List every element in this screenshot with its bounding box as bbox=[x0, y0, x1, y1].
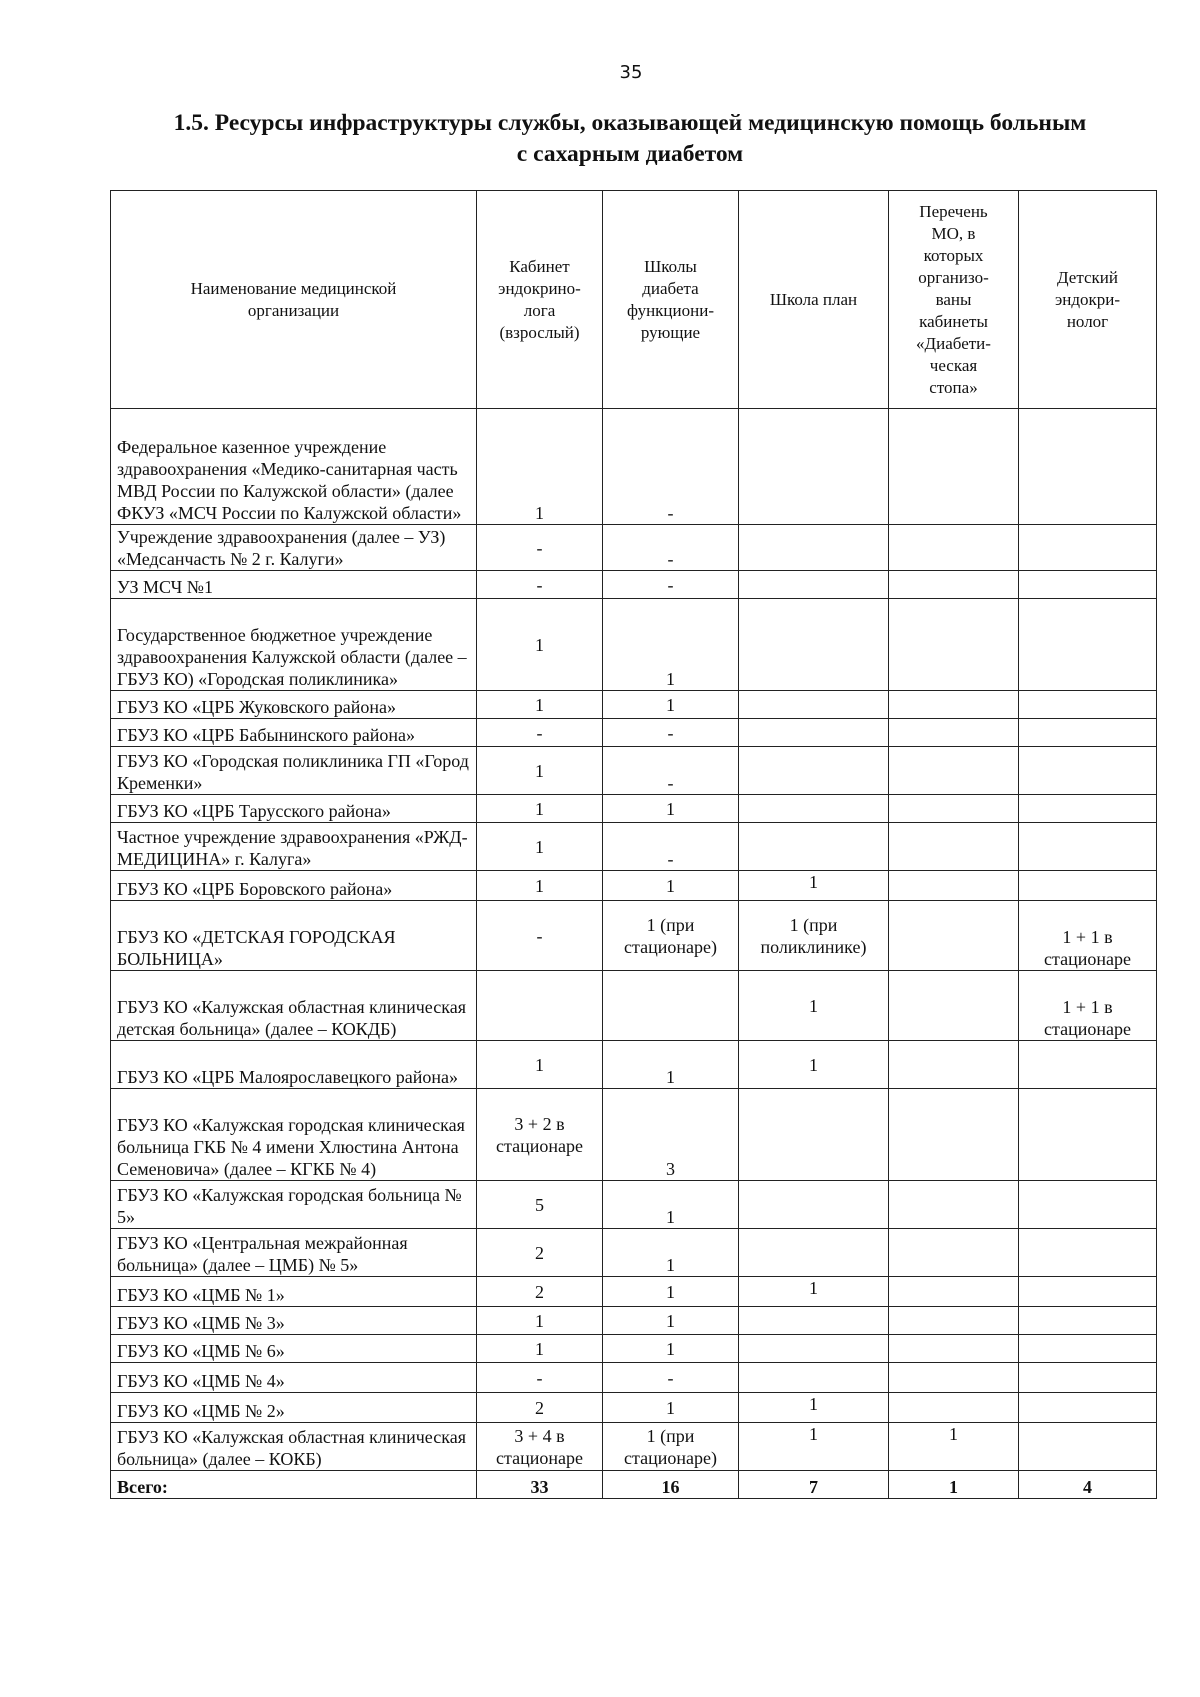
child-count bbox=[1019, 747, 1157, 795]
schools-count: - bbox=[603, 747, 739, 795]
table-row bbox=[111, 525, 1157, 571]
child-count: 1 + 1 в стационаре bbox=[1019, 971, 1157, 1041]
foot-count bbox=[889, 1277, 1019, 1307]
child-count bbox=[1019, 1393, 1157, 1423]
child-count bbox=[1019, 1307, 1157, 1335]
table-row bbox=[111, 1423, 1157, 1471]
cabinet-count: 1 bbox=[477, 1307, 603, 1335]
table-row bbox=[111, 691, 1157, 719]
table-row bbox=[111, 599, 1157, 691]
org-name: ГБУЗ КО «ЦМБ № 1» bbox=[111, 1277, 477, 1307]
title-line-1: 1.5. Ресурсы инфраструктуры службы, оказывающей медицинскую помощь больным bbox=[173, 110, 1087, 136]
foot-count bbox=[889, 1229, 1019, 1277]
table-row bbox=[111, 1393, 1157, 1423]
schools-count: 1 bbox=[603, 1229, 739, 1277]
table-row bbox=[111, 747, 1157, 795]
child-count bbox=[1019, 525, 1157, 571]
plan-count bbox=[739, 1363, 889, 1393]
cabinet-count bbox=[477, 971, 603, 1041]
header-row bbox=[111, 191, 1157, 409]
cabinet-count: - bbox=[477, 1363, 603, 1393]
org-name: ГБУЗ КО «Калужская областная клиническая детская больница» (далее – КОКДБ) bbox=[111, 971, 477, 1041]
schools-count: 1 bbox=[603, 1307, 739, 1335]
schools-count: - bbox=[603, 525, 739, 571]
child-count bbox=[1019, 795, 1157, 823]
schools-count: - bbox=[603, 571, 739, 599]
table-row bbox=[111, 1181, 1157, 1229]
plan-count bbox=[739, 525, 889, 571]
plan-count bbox=[739, 1089, 889, 1181]
header-cabinet: Кабинет эндокрино-лога (взрослый) bbox=[477, 191, 603, 409]
total-child: 4 bbox=[1019, 1471, 1157, 1499]
org-name: ГБУЗ КО «ЦМБ № 3» bbox=[111, 1307, 477, 1335]
page-title bbox=[110, 108, 1150, 170]
child-count bbox=[1019, 719, 1157, 747]
total-schools: 16 bbox=[603, 1471, 739, 1499]
child-count bbox=[1019, 871, 1157, 901]
cabinet-count: 1 bbox=[477, 409, 603, 525]
schools-count: 3 bbox=[603, 1089, 739, 1181]
cabinet-count: - bbox=[477, 571, 603, 599]
foot-count bbox=[889, 571, 1019, 599]
child-count bbox=[1019, 1041, 1157, 1089]
total-plan: 7 bbox=[739, 1471, 889, 1499]
plan-count bbox=[739, 719, 889, 747]
header-diabetic-foot: Перечень МО, в которых организо-ваны кабинеты «Диабети-ческая стопа» bbox=[889, 191, 1019, 409]
header-school-plan: Школа план bbox=[739, 191, 889, 409]
child-count bbox=[1019, 1277, 1157, 1307]
schools-count: - bbox=[603, 719, 739, 747]
foot-count bbox=[889, 1089, 1019, 1181]
cabinet-count: 3 + 4 в стационаре bbox=[477, 1423, 603, 1471]
foot-count bbox=[889, 691, 1019, 719]
cabinet-count: 1 bbox=[477, 599, 603, 691]
child-count bbox=[1019, 571, 1157, 599]
plan-count: 1 (при поликлинике) bbox=[739, 901, 889, 971]
plan-count bbox=[739, 1229, 889, 1277]
org-name: Государственное бюджетное учреждение здравоохранения Калужской области (далее – ГБУЗ КО) «Городская поликлиника» bbox=[111, 599, 477, 691]
schools-count: 1 bbox=[603, 795, 739, 823]
org-name: ГБУЗ КО «ЦРБ Тарусского района» bbox=[111, 795, 477, 823]
org-name: ГБУЗ КО «ЦМБ № 4» bbox=[111, 1363, 477, 1393]
org-name: ГБУЗ КО «Калужская городская больница № 5» bbox=[111, 1181, 477, 1229]
plan-count: 1 bbox=[739, 1393, 889, 1423]
title-line-2: с сахарным диабетом bbox=[516, 141, 744, 167]
foot-count bbox=[889, 1363, 1019, 1393]
schools-count: 1 bbox=[603, 1393, 739, 1423]
cabinet-count: - bbox=[477, 525, 603, 571]
schools-count: - bbox=[603, 409, 739, 525]
child-count bbox=[1019, 1181, 1157, 1229]
schools-count bbox=[603, 971, 739, 1041]
org-name: ГБУЗ КО «Городская поликлиника ГП «Город Кременки» bbox=[111, 747, 477, 795]
total-row bbox=[111, 1471, 1157, 1499]
table-row bbox=[111, 971, 1157, 1041]
table-row bbox=[111, 823, 1157, 871]
cabinet-count: 2 bbox=[477, 1229, 603, 1277]
foot-count bbox=[889, 1181, 1019, 1229]
table-row bbox=[111, 1229, 1157, 1277]
child-count bbox=[1019, 1229, 1157, 1277]
total-foot: 1 bbox=[889, 1471, 1019, 1499]
child-count bbox=[1019, 1089, 1157, 1181]
foot-count bbox=[889, 871, 1019, 901]
plan-count bbox=[739, 691, 889, 719]
plan-count bbox=[739, 1335, 889, 1363]
schools-count: 1 bbox=[603, 599, 739, 691]
schools-count: 1 bbox=[603, 691, 739, 719]
child-count bbox=[1019, 409, 1157, 525]
resources-table bbox=[110, 190, 1157, 1499]
table-row bbox=[111, 795, 1157, 823]
schools-count: 1 bbox=[603, 1181, 739, 1229]
schools-count: - bbox=[603, 1363, 739, 1393]
foot-count bbox=[889, 1041, 1019, 1089]
cabinet-count: 1 bbox=[477, 1041, 603, 1089]
plan-count bbox=[739, 823, 889, 871]
table-row bbox=[111, 1089, 1157, 1181]
table-row bbox=[111, 1041, 1157, 1089]
org-name: ГБУЗ КО «ЦРБ Боровского района» bbox=[111, 871, 477, 901]
cabinet-count: 5 bbox=[477, 1181, 603, 1229]
org-name: Учреждение здравоохранения (далее – УЗ) «Медсанчасть № 2 г. Калуги» bbox=[111, 525, 477, 571]
table-row bbox=[111, 571, 1157, 599]
child-count bbox=[1019, 823, 1157, 871]
plan-count: 1 bbox=[739, 971, 889, 1041]
org-name: УЗ МСЧ №1 bbox=[111, 571, 477, 599]
cabinet-count: 2 bbox=[477, 1393, 603, 1423]
cabinet-count: 1 bbox=[477, 691, 603, 719]
plan-count bbox=[739, 599, 889, 691]
org-name: Частное учреждение здравоохранения «РЖД-МЕДИЦИНА» г. Калуга» bbox=[111, 823, 477, 871]
table-row bbox=[111, 1277, 1157, 1307]
schools-count: 1 bbox=[603, 1335, 739, 1363]
table-row bbox=[111, 1307, 1157, 1335]
cabinet-count: 1 bbox=[477, 823, 603, 871]
foot-count bbox=[889, 1393, 1019, 1423]
org-name: ГБУЗ КО «Калужская областная клиническая больница» (далее – КОКБ) bbox=[111, 1423, 477, 1471]
table-row bbox=[111, 1335, 1157, 1363]
page-number: 35 bbox=[619, 62, 643, 83]
schools-count: 1 (при стационаре) bbox=[603, 901, 739, 971]
foot-count bbox=[889, 823, 1019, 871]
foot-count bbox=[889, 971, 1019, 1041]
plan-count bbox=[739, 409, 889, 525]
child-count bbox=[1019, 1423, 1157, 1471]
header-organization: Наименование медицинской организации bbox=[111, 191, 477, 409]
table-row bbox=[111, 871, 1157, 901]
table-row bbox=[111, 719, 1157, 747]
table-row bbox=[111, 409, 1157, 525]
child-count bbox=[1019, 599, 1157, 691]
org-name: ГБУЗ КО «ЦРБ Бабынинского района» bbox=[111, 719, 477, 747]
foot-count bbox=[889, 901, 1019, 971]
org-name: ГБУЗ КО «Калужская городская клиническая больница ГКБ № 4 имени Хлюстина Антона Семеновича» (далее – КГКБ № 4) bbox=[111, 1089, 477, 1181]
foot-count bbox=[889, 1335, 1019, 1363]
cabinet-count: 1 bbox=[477, 1335, 603, 1363]
table-row bbox=[111, 901, 1157, 971]
table-row bbox=[111, 1363, 1157, 1393]
org-name: ГБУЗ КО «ЦМБ № 2» bbox=[111, 1393, 477, 1423]
plan-count: 1 bbox=[739, 1423, 889, 1471]
org-name: ГБУЗ КО «Центральная межрайонная больница» (далее – ЦМБ) № 5» bbox=[111, 1229, 477, 1277]
foot-count bbox=[889, 525, 1019, 571]
plan-count: 1 bbox=[739, 871, 889, 901]
plan-count bbox=[739, 1307, 889, 1335]
cabinet-count: - bbox=[477, 901, 603, 971]
foot-count bbox=[889, 719, 1019, 747]
cabinet-count: 2 bbox=[477, 1277, 603, 1307]
schools-count: 1 bbox=[603, 871, 739, 901]
org-name: Федеральное казенное учреждение здравоохранения «Медико-санитарная часть МВД России по Калужской области» (далее ФКУЗ «МСЧ России по Калужской области» bbox=[111, 409, 477, 525]
cabinet-count: 3 + 2 в стационаре bbox=[477, 1089, 603, 1181]
header-schools: Школы диабета функциони-рующие bbox=[603, 191, 739, 409]
plan-count: 1 bbox=[739, 1041, 889, 1089]
foot-count: 1 bbox=[889, 1423, 1019, 1471]
cabinet-count: 1 bbox=[477, 747, 603, 795]
plan-count bbox=[739, 571, 889, 599]
total-label: Всего: bbox=[111, 1471, 477, 1499]
total-cabinet: 33 bbox=[477, 1471, 603, 1499]
org-name: ГБУЗ КО «ЦМБ № 6» bbox=[111, 1335, 477, 1363]
plan-count bbox=[739, 795, 889, 823]
plan-count bbox=[739, 1181, 889, 1229]
org-name: ГБУЗ КО «ЦРБ Жуковского района» bbox=[111, 691, 477, 719]
foot-count bbox=[889, 747, 1019, 795]
schools-count: - bbox=[603, 823, 739, 871]
child-count bbox=[1019, 1363, 1157, 1393]
org-name: ГБУЗ КО «ДЕТСКАЯ ГОРОДСКАЯ БОЛЬНИЦА» bbox=[111, 901, 477, 971]
schools-count: 1 bbox=[603, 1041, 739, 1089]
cabinet-count: 1 bbox=[477, 795, 603, 823]
cabinet-count: 1 bbox=[477, 871, 603, 901]
foot-count bbox=[889, 1307, 1019, 1335]
org-name: ГБУЗ КО «ЦРБ Малоярославецкого района» bbox=[111, 1041, 477, 1089]
schools-count: 1 bbox=[603, 1277, 739, 1307]
child-count: 1 + 1 в стационаре bbox=[1019, 901, 1157, 971]
header-child-endocrinologist: Детский эндокри-нолог bbox=[1019, 191, 1157, 409]
foot-count bbox=[889, 795, 1019, 823]
child-count bbox=[1019, 691, 1157, 719]
plan-count bbox=[739, 747, 889, 795]
plan-count: 1 bbox=[739, 1277, 889, 1307]
schools-count: 1 (при стационаре) bbox=[603, 1423, 739, 1471]
foot-count bbox=[889, 409, 1019, 525]
foot-count bbox=[889, 599, 1019, 691]
child-count bbox=[1019, 1335, 1157, 1363]
cabinet-count: - bbox=[477, 719, 603, 747]
